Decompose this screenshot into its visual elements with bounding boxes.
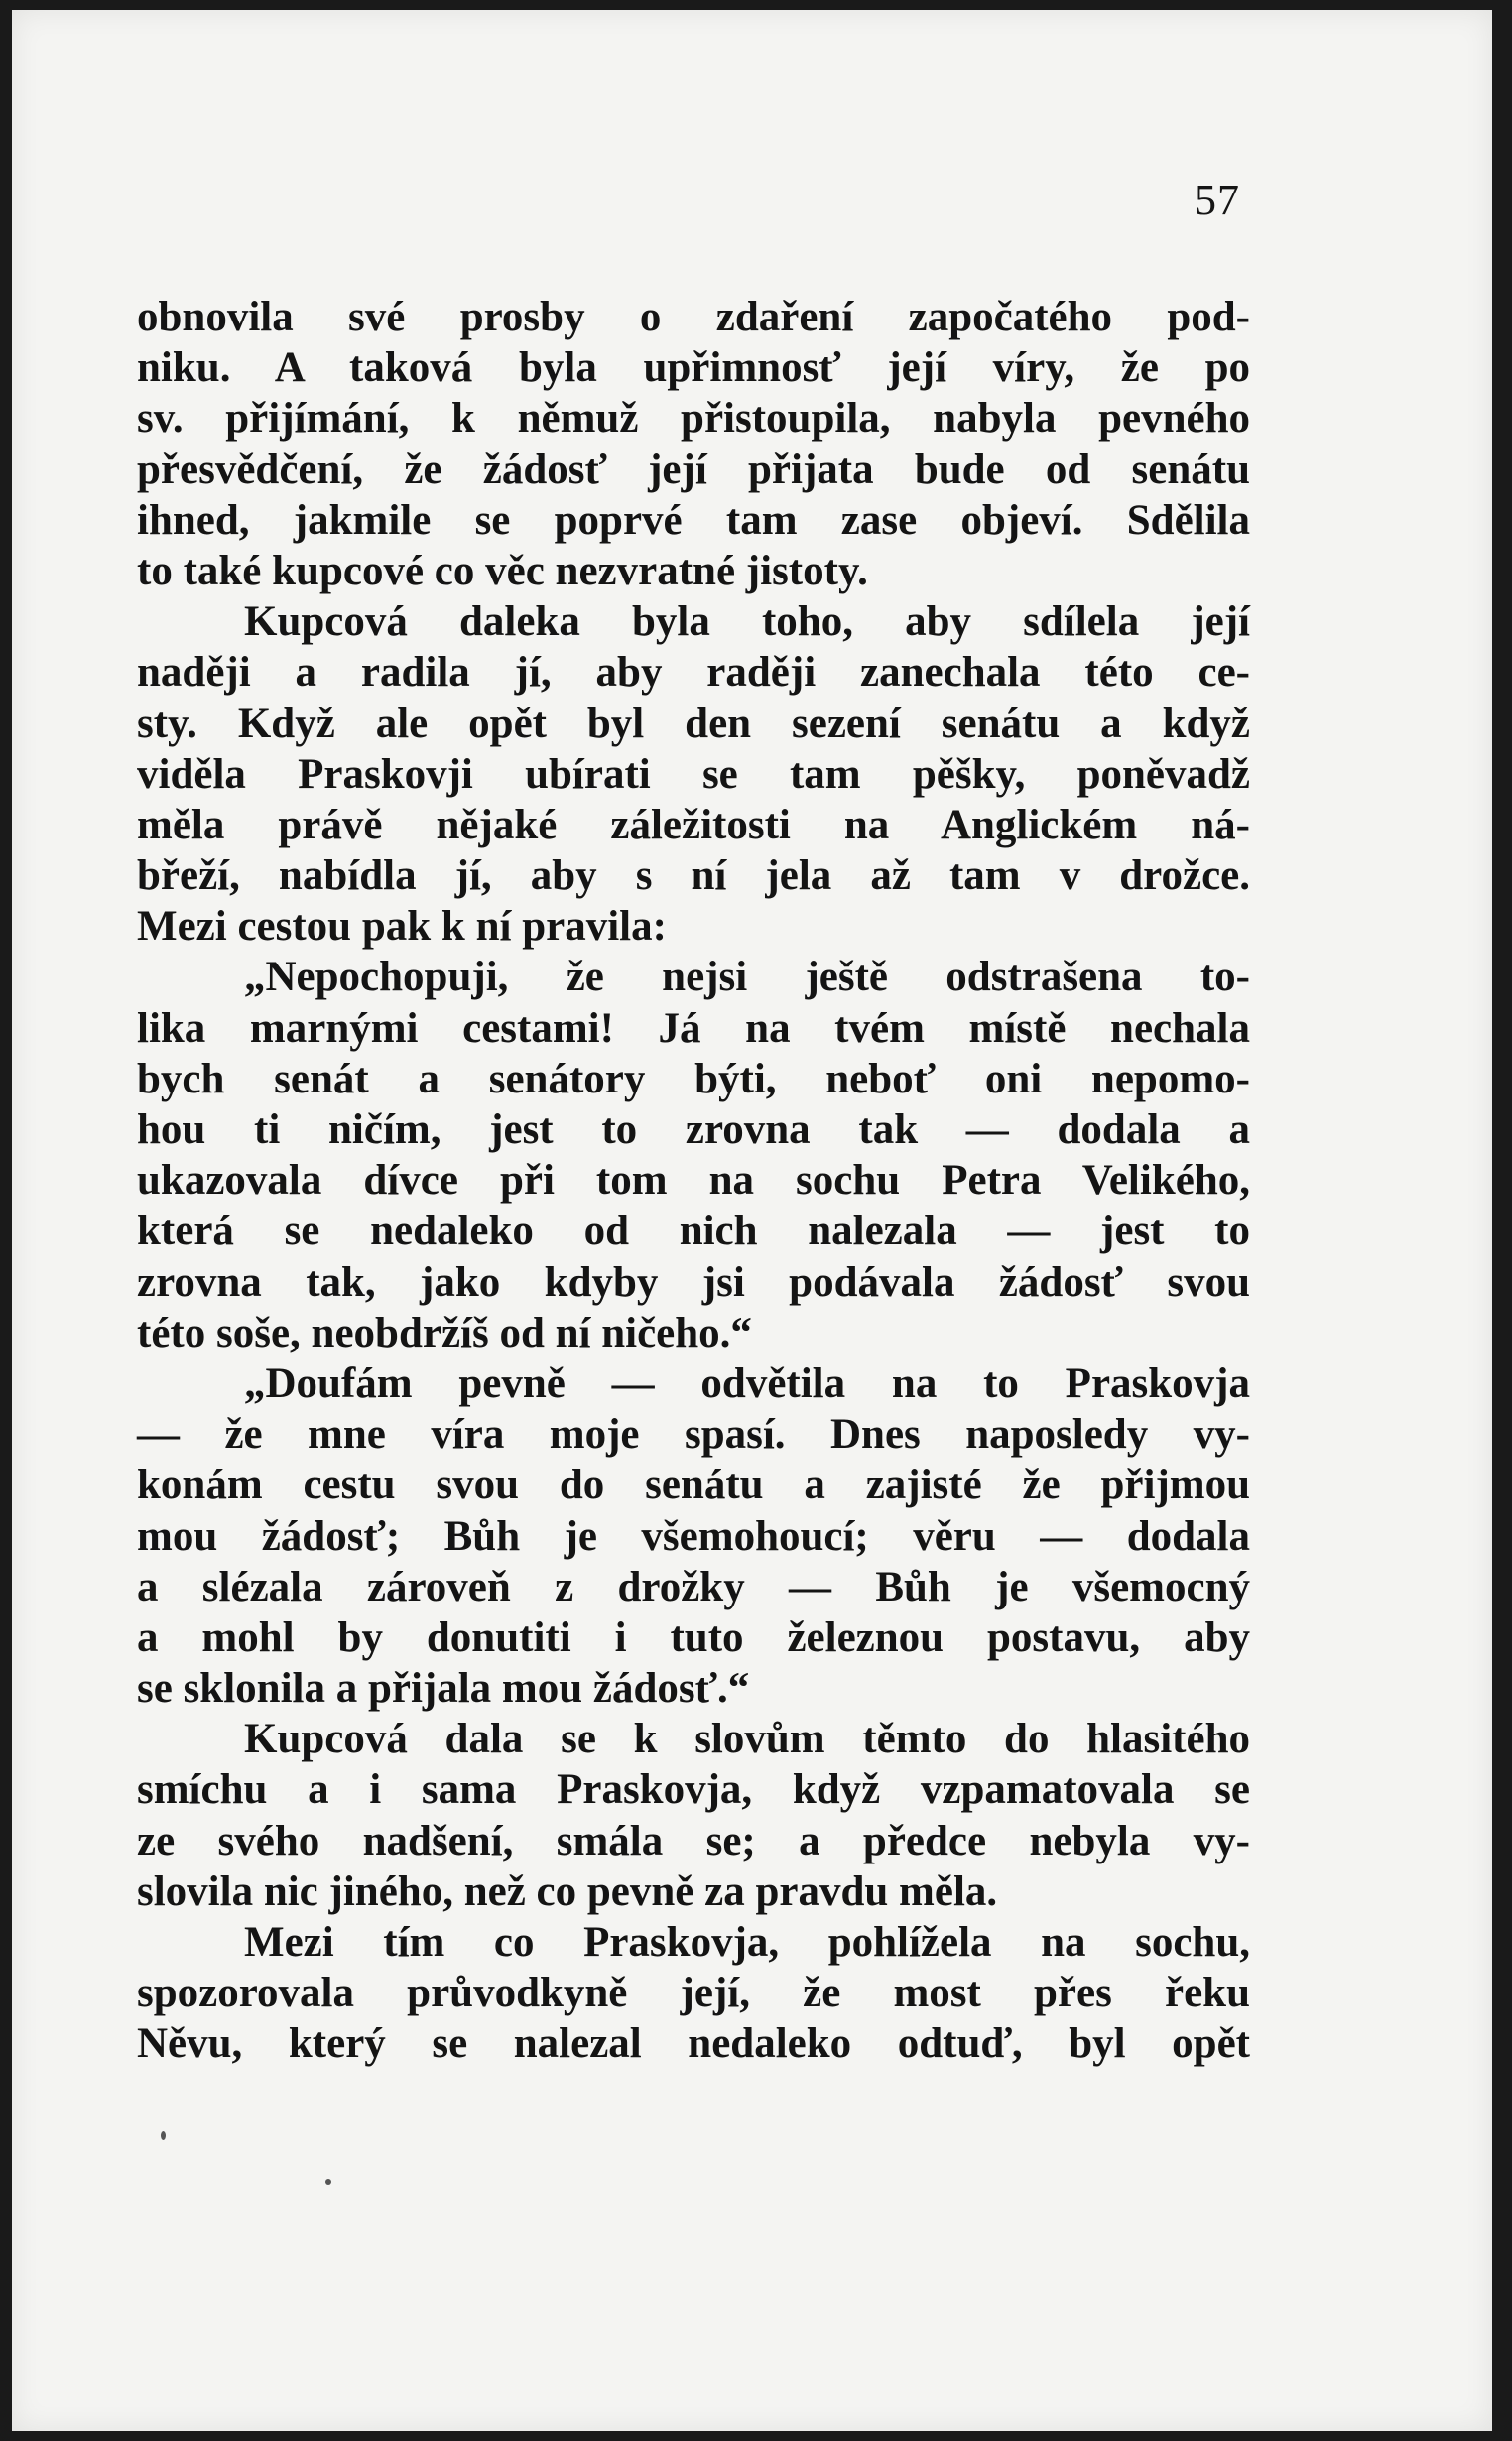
text-line: bych senát a senátory býti, neboť oni nepomo-: [137, 1055, 1250, 1102]
text-line: niku. A taková byla upřimnosť její víry, že po: [137, 344, 1250, 392]
book-page: [12, 10, 1492, 2431]
text-line: Kupcová daleka byla toho, aby sdílela její: [244, 598, 1250, 646]
text-line: břeží, nabídla jí, aby s ní jela až tam v drožce.: [137, 852, 1250, 900]
text-line: mou žádosť; Bůh je všemohoucí; věru — dodala: [137, 1512, 1250, 1560]
text-line: Mezi cestou pak k ní pravila:: [137, 903, 667, 951]
text-line: měla právě nějaké záležitosti na Anglickém ná-: [137, 801, 1250, 848]
text-line: spozorovala průvodkyně její, že most přes řeku: [137, 1970, 1250, 2017]
text-line: a mohl by donutiti i tuto železnou postavu, aby: [137, 1613, 1250, 1661]
text-line: smíchu a i sama Praskovja, když vzpamatovala se: [137, 1766, 1250, 1814]
text-line: „Doufám pevně — odvětila na to Praskovja: [244, 1359, 1250, 1407]
text-line: která se nedaleko od nich nalezala — jest to: [137, 1208, 1250, 1255]
text-line: to také kupcové co věc nezvratné jistoty.: [137, 547, 868, 594]
text-line: slovila nic jiného, než co pevně za pravdu měla.: [137, 1867, 998, 1915]
print-speck: [325, 2179, 331, 2185]
body-text: [137, 292, 1250, 2070]
text-line: a slézala zároveň z drožky — Bůh je všemocný: [137, 1563, 1250, 1610]
text-line: Něvu, který se nalezal nedaleko odtuď, byl opět: [137, 2020, 1250, 2068]
text-line: ze svého nadšení, smála se; a předce nebyla vy-: [137, 1817, 1250, 1864]
text-line: — že mne víra moje spasí. Dnes naposledy vy-: [137, 1411, 1250, 1459]
text-line: Mezi tím co Praskovja, pohlížela na sochu,: [244, 1919, 1250, 1966]
text-line: zrovna tak, jako kdyby jsi podávala žádosť svou: [137, 1258, 1250, 1306]
text-line: konám cestu svou do senátu a zajisté že přijmou: [137, 1462, 1250, 1509]
text-line: obnovila své prosby o zdaření započatého pod-: [137, 294, 1250, 340]
text-line: se sklonila a přijala mou žádosť.“: [137, 1665, 750, 1713]
text-line: sty. Když ale opět byl den sezení senátu a když: [137, 700, 1250, 747]
page-number: 57: [1195, 176, 1240, 224]
print-speck: [161, 2131, 166, 2140]
text-line: naději a radila jí, aby raději zanechala této ce-: [137, 649, 1250, 697]
text-line: lika marnými cestami! Já na tvém místě nechala: [137, 1004, 1250, 1052]
text-line: „Nepochopuji, že nejsi ještě odstrašena to-: [244, 954, 1250, 1001]
text-line: Kupcová dala se k slovům těmto do hlasitého: [244, 1716, 1250, 1763]
text-line: přesvědčení, že žádosť její přijata bude od senátu: [137, 446, 1250, 493]
text-line: ukazovala dívce při tom na sochu Petra Velikého,: [137, 1157, 1250, 1205]
text-line: viděla Praskovji ubírati se tam pěšky, poněvadž: [137, 750, 1250, 798]
text-line: této soše, neobdržíš od ní ničeho.“: [137, 1309, 752, 1356]
text-line: ihned, jakmile se poprvé tam zase objeví. Sdělila: [137, 496, 1250, 544]
text-line: hou ti ničím, jest to zrovna tak — dodala a: [137, 1106, 1250, 1153]
text-line: sv. přijímání, k němuž přistoupila, nabyla pevného: [137, 395, 1250, 443]
